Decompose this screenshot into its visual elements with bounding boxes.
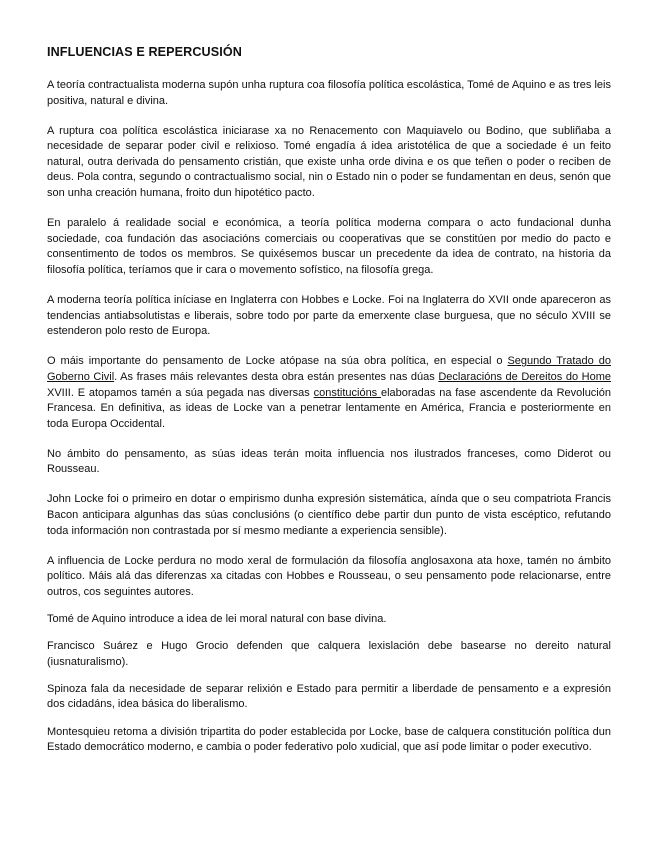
paragraph-locke [47,354,611,432]
link-segundo-tratado[interactable]: Segundo Tratado do Goberno Civil [47,355,611,383]
paragraph-inglaterra: A moderna teoría política iníciase en Inglaterra con Hobbes e Locke. Foi na Inglaterra do XVII onde apareceron as tendencias antiabsolutistas e liberais, sobre todo por parte da emerxente clase burguesa, que no século XVIII se estenderon polo resto de Europa. [47,294,611,338]
paragraph-spinoza: Spinoza fala da necesidade de separar relixión e Estado para permitir a liberdade de pensamento e a expresión dos cidadáns, idea básica do liberalismo. [47,682,611,711]
paragraph-influencia: A influencia de Locke perdura no modo xeral de formulación da filosofía anglosaxona ata hoxe, tamén no ámbito político. Máis alá das diferenzas xa citadas con Hobbes e Rousseau, o seu pensamento pode relacionarse, entre outros, cos seguintes autores. [47,554,611,598]
paragraph-locke-text-1: O máis importante do pensamento de Locke atópase na súa obra política, en especial o [47,355,508,368]
paragraph-realidade-social: En paralelo á realidade social e económica, a teoría política moderna compara o acto fundacional dunha sociedade, coa fundación das asociacións comerciais ou cooperativas que se constitúen por medio do pacto e consentimento de todos os membros. Se quixésemos buscar un precedente da idea de contrato, na historia da filosofía política, teríamos que ir cara o movemento sofístico, na filosofía grega. [47,217,611,276]
paragraph-aquino: Tomé de Aquino introduce a idea de lei moral natural con base divina. [47,613,387,626]
paragraph-suarez-grocio: Francisco Suárez e Hugo Grocio defenden que calquera lexislación debe basearse no dereito natural (iusnaturalismo). [47,640,611,668]
paragraph-escolastica: A ruptura coa política escolástica iniciarase xa no Renacemento con Maquiavelo ou Bodino, que subliñaba a necesidade de separar poder civil e relixioso. Tomé engadía á idea aristotélica de que a sociedade é un feito natural, outra derivada do pensamento cristián, que existe unha orde divina e os que teñen o poder o reciben de deus. Pola contra, segundo o contractualismo social, nin o Estado nin o poder se fundamentan en deus, senón que son unha creación humana, froito dun hipotético pacto. [47,124,611,200]
paragraph-montesquieu: Montesquieu retoma a división tripartita do poder establecida por Locke, base de calquera constitución política dun Estado democrático moderno, e cambia o poder federativo polo xudicial, que así pode limitar o poder executivo. [47,725,611,754]
paragraph-locke-text-4: elaboradas na fase ascendente da Revolución Francesa. En definitiva, as ideas de Locke van a penetrar lentamente en América, Francia e posteriormente en toda Europa Occidental. [47,386,611,430]
paragraph-empirismo: John Locke foi o primeiro en dotar o empirismo dunha expresión sistemática, aínda que o seu compatriota Francis Bacon anticipara algunhas das súas conclusións (o científico debe partir dun punto de vista escéptico, refutando toda información non contrastada por sí mesmo mediante a experiencia sensible). [47,493,611,537]
link-constitucions[interactable]: constitucións [313,386,381,399]
link-declaracions[interactable]: Declaracións de Dereitos do Home [438,370,611,383]
paragraph-intro: A teoría contractualista moderna supón unha ruptura coa filosofía política escolástica, Tomé de Aquino e as tres leis positiva, natural e divina. [47,79,611,107]
paragraph-locke-text-2: . As frases máis relevantes desta obra están presentes nas dúas [114,370,439,383]
paragraph-ilustrados: No ámbito do pensamento, as súas ideas terán moita influencia nos ilustrados franceses, como Diderot ou Rousseau. [47,447,611,476]
document-title: INFLUENCIAS E REPERCUSIÓN [47,45,242,59]
paragraph-locke-text-3: XVIII. E atopamos tamén a súa pegada nas diversas [47,386,314,399]
